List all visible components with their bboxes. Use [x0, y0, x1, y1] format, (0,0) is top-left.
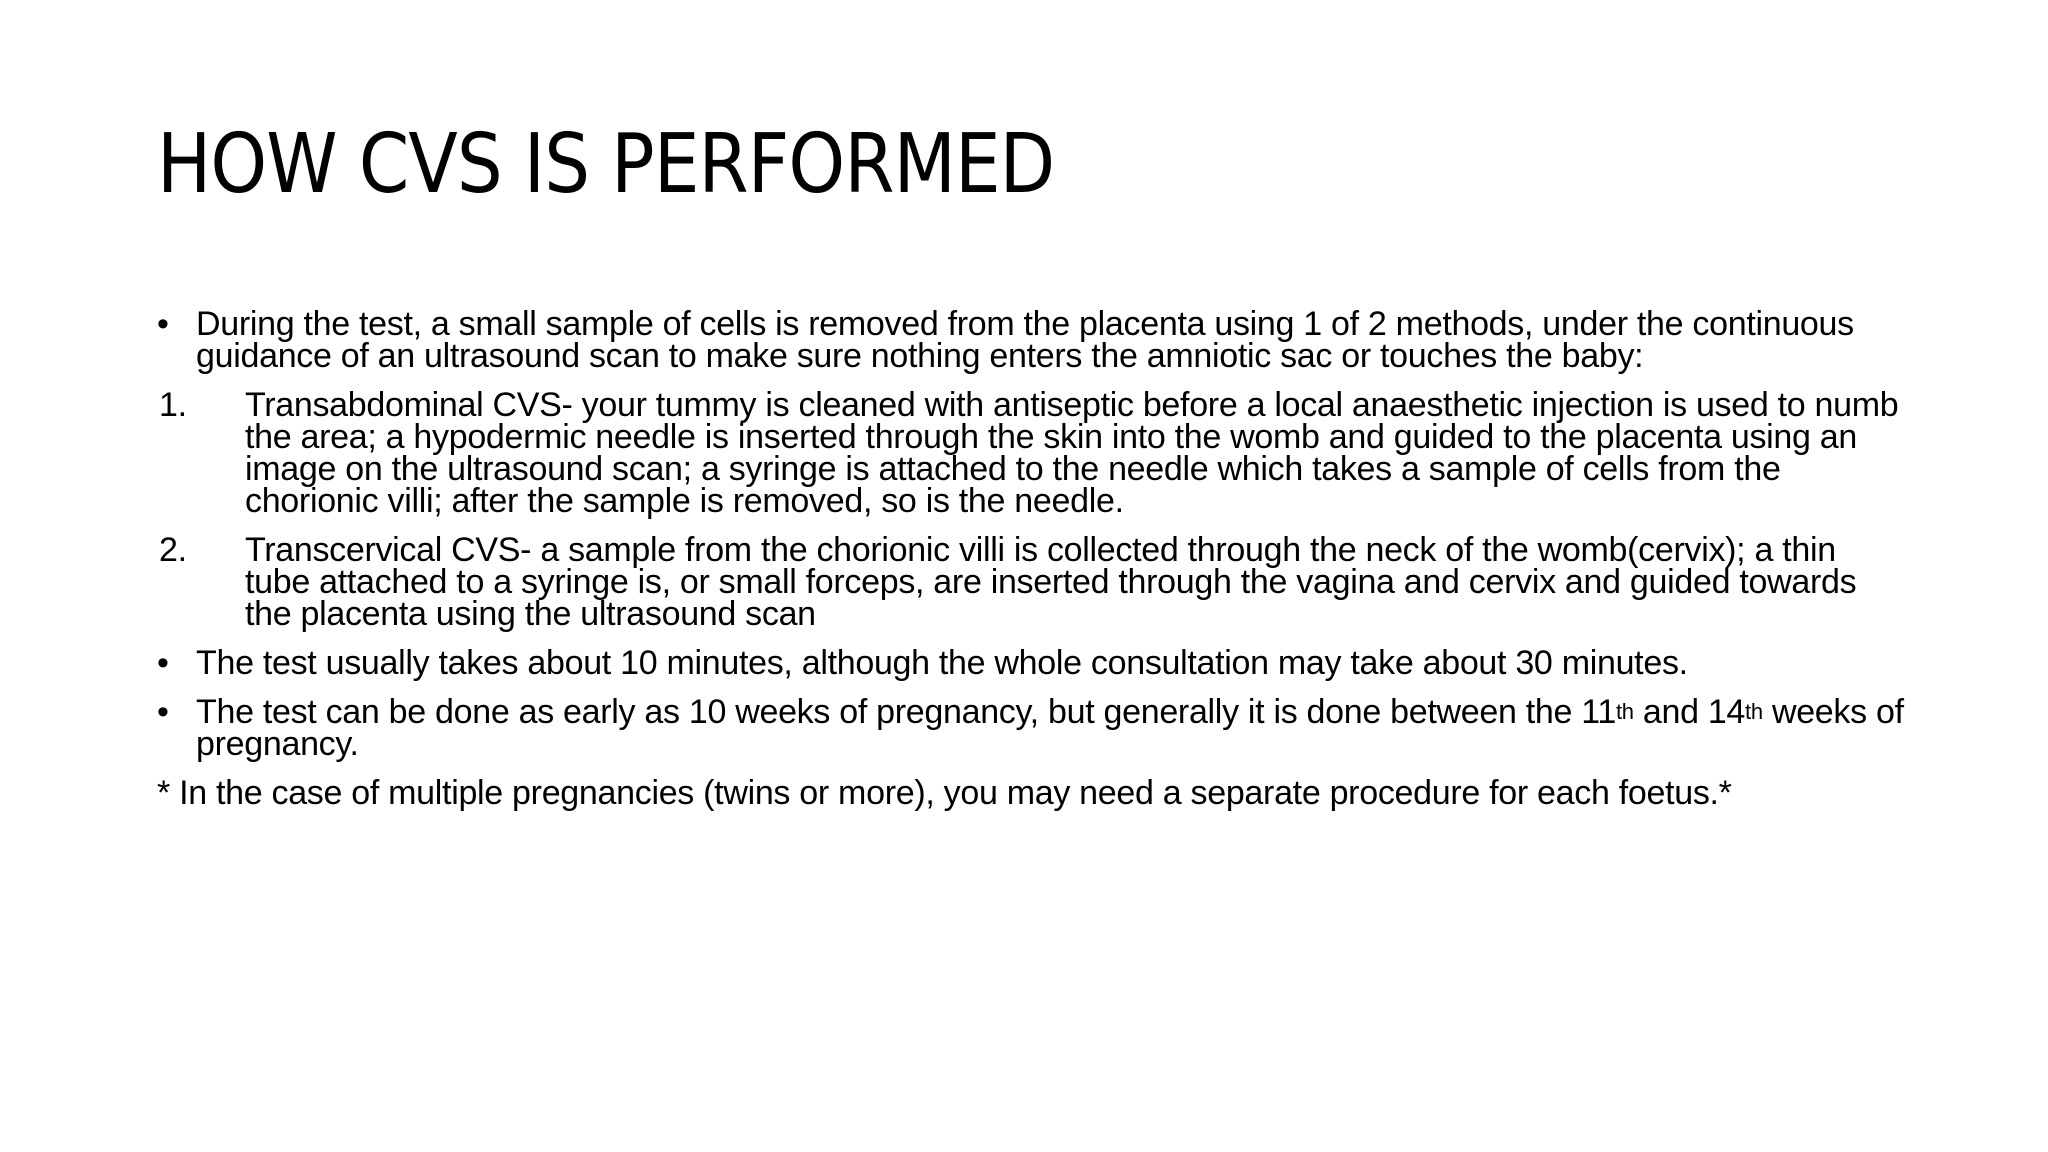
bullet-text-part2: and 14: [1633, 693, 1746, 731]
multiple-pregnancy-note: [157, 774, 1907, 812]
bullet-text-part1: The test can be done as early as 10 weeks of pregnancy, but generally it is done between the 11: [196, 693, 1616, 731]
numbered-item-transabdominal: [157, 386, 1907, 520]
bullet-during-test: [157, 305, 1907, 375]
bullet-marker: •: [157, 305, 169, 343]
slide-body: [157, 305, 1907, 812]
bullet-text: The test usually takes about 10 minutes, although the whole consultation may take about 30 minutes.: [196, 644, 1688, 682]
bullet-test-timing: [157, 693, 1907, 763]
bullet-text-part3: weeks of pregnancy.: [196, 693, 1904, 763]
note-text: * In the case of multiple pregnancies (twins or more), you may need a separate procedure for each foetus.*: [157, 774, 1732, 812]
number-marker: 2.: [159, 531, 187, 569]
bullet-marker: •: [157, 693, 169, 731]
number-marker: 1.: [159, 386, 187, 424]
numbered-text: Transcervical CVS- a sample from the chorionic villi is collected through the neck of the womb(cervix); a thin tube attached to a syringe is, or small forceps, are inserted through the vagina and cervix and guided towards the placenta using the ultrasound scan: [245, 531, 1857, 633]
numbered-text: Transabdominal CVS- your tummy is cleaned with antiseptic before a local anaesthetic injection is used to numb the area; a hypodermic needle is inserted through the skin into the womb and guided to the placenta using an image on the ultrasound scan; a syringe is attached to the needle which takes a sample of cells from the chorionic villi; after the sample is removed, so is the needle.: [245, 386, 1899, 520]
bullet-test-duration: [157, 644, 1907, 682]
slide-title: HOW CVS IS PERFORMED: [157, 117, 1055, 212]
superscript-th: th: [1745, 699, 1763, 724]
superscript-th: th: [1615, 699, 1634, 724]
bullet-text: During the test, a small sample of cells is removed from the placenta using 1 of 2 methods, under the continuous guidance of an ultrasound scan to make sure nothing enters the amniotic sac or touches the baby:: [196, 305, 1854, 375]
numbered-item-transcervical: [157, 531, 1907, 633]
bullet-marker: •: [157, 644, 169, 682]
